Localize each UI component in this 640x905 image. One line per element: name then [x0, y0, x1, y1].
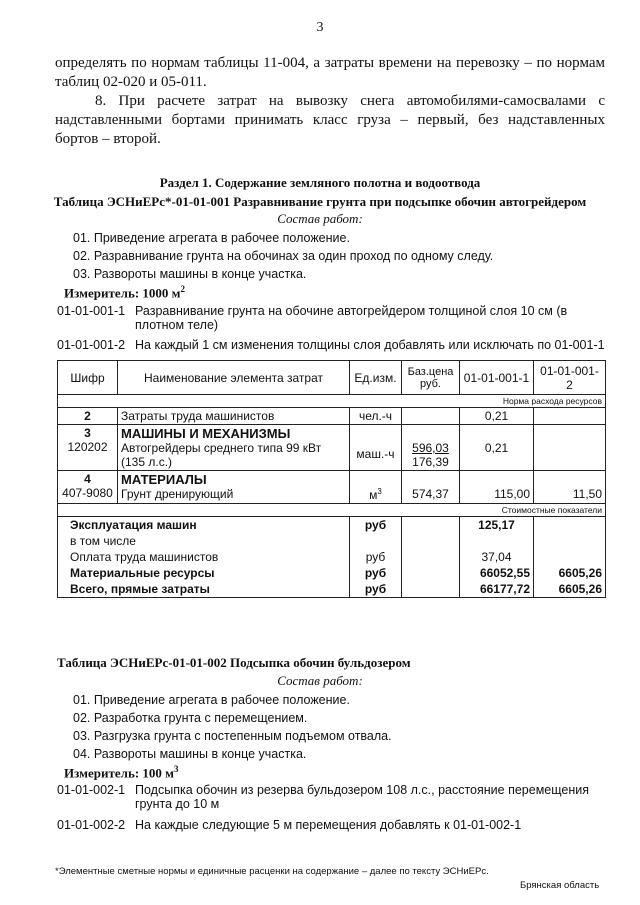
- header-col2: 01-01-001-2: [534, 361, 606, 395]
- machine-price-2: 176,39: [412, 455, 449, 469]
- table2-code: 01-01-002-1: [57, 783, 126, 797]
- summary-value-2: 6605,26: [534, 581, 606, 598]
- materials-code: 4: [84, 472, 91, 486]
- summary-row: [58, 565, 606, 581]
- summary-value-1: 125,17: [460, 517, 534, 534]
- table1-step: 02. Разравнивание грунта на обочинах за один проход по одному следу.: [73, 249, 494, 263]
- table-header-row: [58, 361, 606, 395]
- region-label: Брянская область: [520, 880, 600, 891]
- summary-value-2: [534, 517, 606, 534]
- machine-code: 120202: [67, 440, 108, 454]
- material-price: 574,37: [402, 471, 460, 504]
- norms-label: Норма расхода ресурсов: [58, 395, 606, 408]
- table1-code-text: Разравнивание грунта на обочине автогрейдером толщиной слоя 10 см (в плотном теле): [135, 304, 568, 332]
- labor-name: Затраты труда машинистов: [118, 408, 350, 425]
- summary-name: в том числе: [58, 533, 350, 549]
- table2-meter: Измеритель: 100 $м^3$: [64, 764, 179, 781]
- labor-value: 0,21: [460, 408, 534, 425]
- table1-code: 01-01-001-2: [57, 338, 126, 352]
- header-name: Наименование элемента затрат: [118, 361, 350, 395]
- material-code: 407-9080: [62, 486, 113, 500]
- summary-name: Оплата труда машинистов: [58, 549, 350, 565]
- table-row: [58, 408, 606, 425]
- table-row: [58, 425, 606, 471]
- table2-code-text: Подсыпка обочин из резерва бульдозером 108 л.с., расстояние перемещения грунта до 10 м: [135, 783, 590, 811]
- table2-code-text: На каждые следующие 5 м перемещения добавлять к 01-01-002-1: [135, 818, 522, 832]
- machine-name: Автогрейдеры среднего типа 99 кВт (135 л.с.): [121, 441, 322, 469]
- summary-row: [58, 517, 606, 534]
- table2-step: 01. Приведение агрегата в рабочее положение.: [73, 693, 350, 707]
- table2-step: 02. Разработка грунта с перемещением.: [73, 711, 308, 725]
- labor-unit: чел.-ч: [350, 408, 402, 425]
- table-row: [58, 395, 606, 408]
- material-value-1: 115,00: [460, 471, 534, 504]
- footnote: *Элементные сметные нормы и единичные расценки на содержание – далее по тексту ЭСНиЕРс.: [55, 866, 489, 877]
- summary-unit: руб: [350, 517, 402, 534]
- machine-value: 0,21: [460, 425, 534, 471]
- table1-composition-heading: Состав работ:: [277, 211, 363, 226]
- intro-paragraph-2: 8. При расчете затрат на вывозку снега автомобилями-самосвалами с надставленными бортами принимать класс груза – первый, без надставленных бортов – второй.: [55, 93, 605, 147]
- machines-code: 3: [84, 426, 91, 440]
- material-name: Грунт дренирующий: [121, 487, 234, 501]
- table-row: [58, 504, 606, 517]
- materials-title: МАТЕРИАЛЫ: [121, 472, 207, 487]
- header-code: Шифр: [58, 361, 118, 395]
- page-number: 3: [316, 20, 324, 35]
- header-col1: 01-01-001-1: [460, 361, 534, 395]
- summary-row: [58, 581, 606, 598]
- intro-paragraph-1: определять по нормам таблицы 11-004, а затраты времени на перевозку – по нормам таблиц 02-020 и 05-011.: [55, 55, 605, 90]
- summary-value-1: 37,04: [460, 549, 534, 565]
- summary-value-1: 66177,72: [460, 581, 534, 598]
- summary-value-2: 6605,26: [534, 565, 606, 581]
- table1-code-text: На каждый 1 см изменения толщины слоя добавлять или исключать по 01-001-1: [135, 338, 605, 352]
- summary-name: Всего, прямые затраты: [58, 581, 350, 598]
- table1-code: 01-01-001-1: [57, 304, 126, 318]
- header-unit: Ед.изм.: [350, 361, 402, 395]
- table2-composition-heading: Состав работ:: [277, 673, 363, 688]
- summary-unit: руб: [350, 565, 402, 581]
- machine-unit: маш.-ч: [350, 425, 402, 471]
- summary-unit: руб: [350, 581, 402, 598]
- table2-step: 04. Развороты машины в конце участка.: [73, 747, 307, 761]
- table-row: [58, 471, 606, 504]
- labor-code: 2: [58, 408, 118, 425]
- material-value-2: 11,50: [534, 471, 606, 504]
- material-unit: $м^3$: [350, 471, 402, 504]
- summary-unit: руб: [350, 549, 402, 565]
- table1-title: Таблица ЭСНиЕРс*-01-01-001 Разравнивание грунта при подсыпке обочин автогрейдером: [53, 194, 587, 209]
- table2-title: Таблица ЭСНиЕРс-01-01-002 Подсыпка обочин бульдозером: [57, 655, 411, 670]
- table1-meter: Измеритель: 1000 $м^2$: [64, 284, 186, 301]
- costs-label: Стоимостные показатели: [58, 504, 606, 517]
- summary-row: [58, 533, 606, 549]
- summary-name: Материальные ресурсы: [58, 565, 350, 581]
- table2-code: 01-01-002-2: [57, 818, 126, 832]
- summary-name: Эксплуатация машин: [58, 517, 350, 534]
- summary-row: [58, 549, 606, 565]
- table1-step: 01. Приведение агрегата в рабочее положение.: [73, 231, 350, 245]
- summary-value-1: 66052,55: [460, 565, 534, 581]
- table1-step: 03. Развороты машины в конце участка.: [73, 267, 307, 281]
- machines-title: МАШИНЫ И МЕХАНИЗМЫ: [121, 426, 291, 441]
- machine-price-1: 596,03: [412, 441, 449, 455]
- table2-step: 03. Разгрузка грунта с постепенным подъемом отвала.: [73, 729, 392, 743]
- header-price: Баз.цена руб.: [402, 361, 460, 395]
- resource-table: [57, 360, 606, 598]
- section-title: Раздел 1. Содержание земляного полотна и водоотвода: [159, 175, 481, 190]
